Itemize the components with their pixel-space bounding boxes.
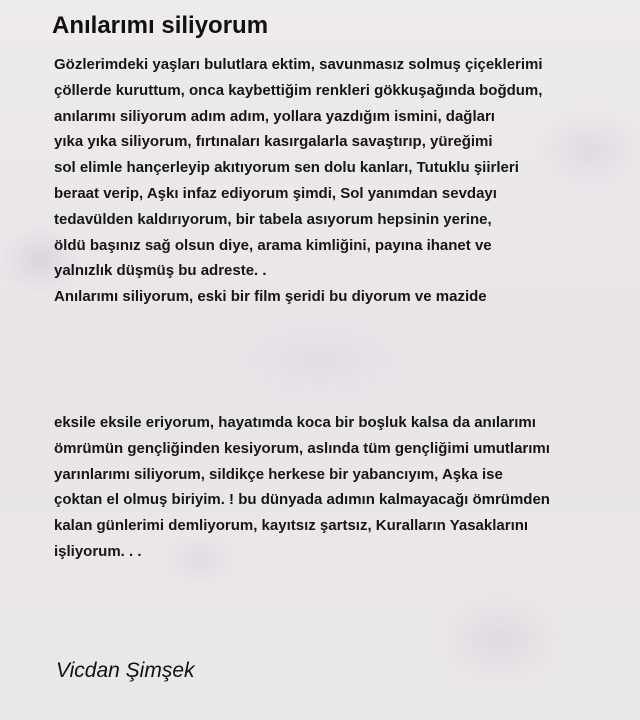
poem-line: yıka yıka siliyorum, fırtınaları kasırgalarla savaştırıp, yüreğimi [54,133,493,151]
stanza-1 [54,52,543,310]
poem-line: yarınlarımı siliyorum, sildikçe herkese bir yabancıyım, Aşka ise [54,465,503,483]
poem-line: Gözlerimdeki yaşları bulutlara ektim, savunmasız solmuş çiçeklerimi [54,56,543,73]
poem-title: Anılarımı siliyorum [52,12,269,39]
poem-line: beraat verip, Aşkı infaz ediyorum şimdi, Sol yanımdan sevdayı [54,184,497,202]
stanza-2 [54,410,550,565]
poem-line: işliyorum. . . [54,542,142,560]
poem-line: sol elimle hançerleyip akıtıyorum sen dolu kanları, Tutuklu şiirleri [54,159,519,177]
poem-line: ömrümün gençliğinden kesiyorum, aslında tüm gençliğimi umutlarımı [54,439,550,457]
poem-line: öldü başınız sağ olsun diye, arama kimliğini, payına ihanet ve [54,236,492,254]
poem-line: çoktan el olmuş biriyim. ! bu dünyada adımın kalmayacağı ömrümden [54,491,550,509]
poem-line: tedavülden kaldırıyorum, bir tabela asıyorum hepsinin yerine, [54,210,492,228]
poem-line: yalnızlık düşmüş bu adreste. . [54,262,267,280]
poem-author: Vicdan Şimşek [56,659,195,682]
poem-line: anılarımı siliyorum adım adım, yollara yazdığım ismini, dağları [54,107,495,125]
poem-line: eksile eksile eriyorum, hayatımda koca bir boşluk kalsa da anılarımı [54,414,536,431]
poem-line: çöllerde kuruttum, onca kaybettiğim renkleri gökkuşağında boğdum, [54,81,543,99]
poem-line: Anılarımı siliyorum, eski bir film şeridi bu diyorum ve mazide [54,288,487,306]
poem-line: kalan günlerimi demliyorum, kayıtsız şartsız, Kuralların Yasaklarını [54,517,529,535]
